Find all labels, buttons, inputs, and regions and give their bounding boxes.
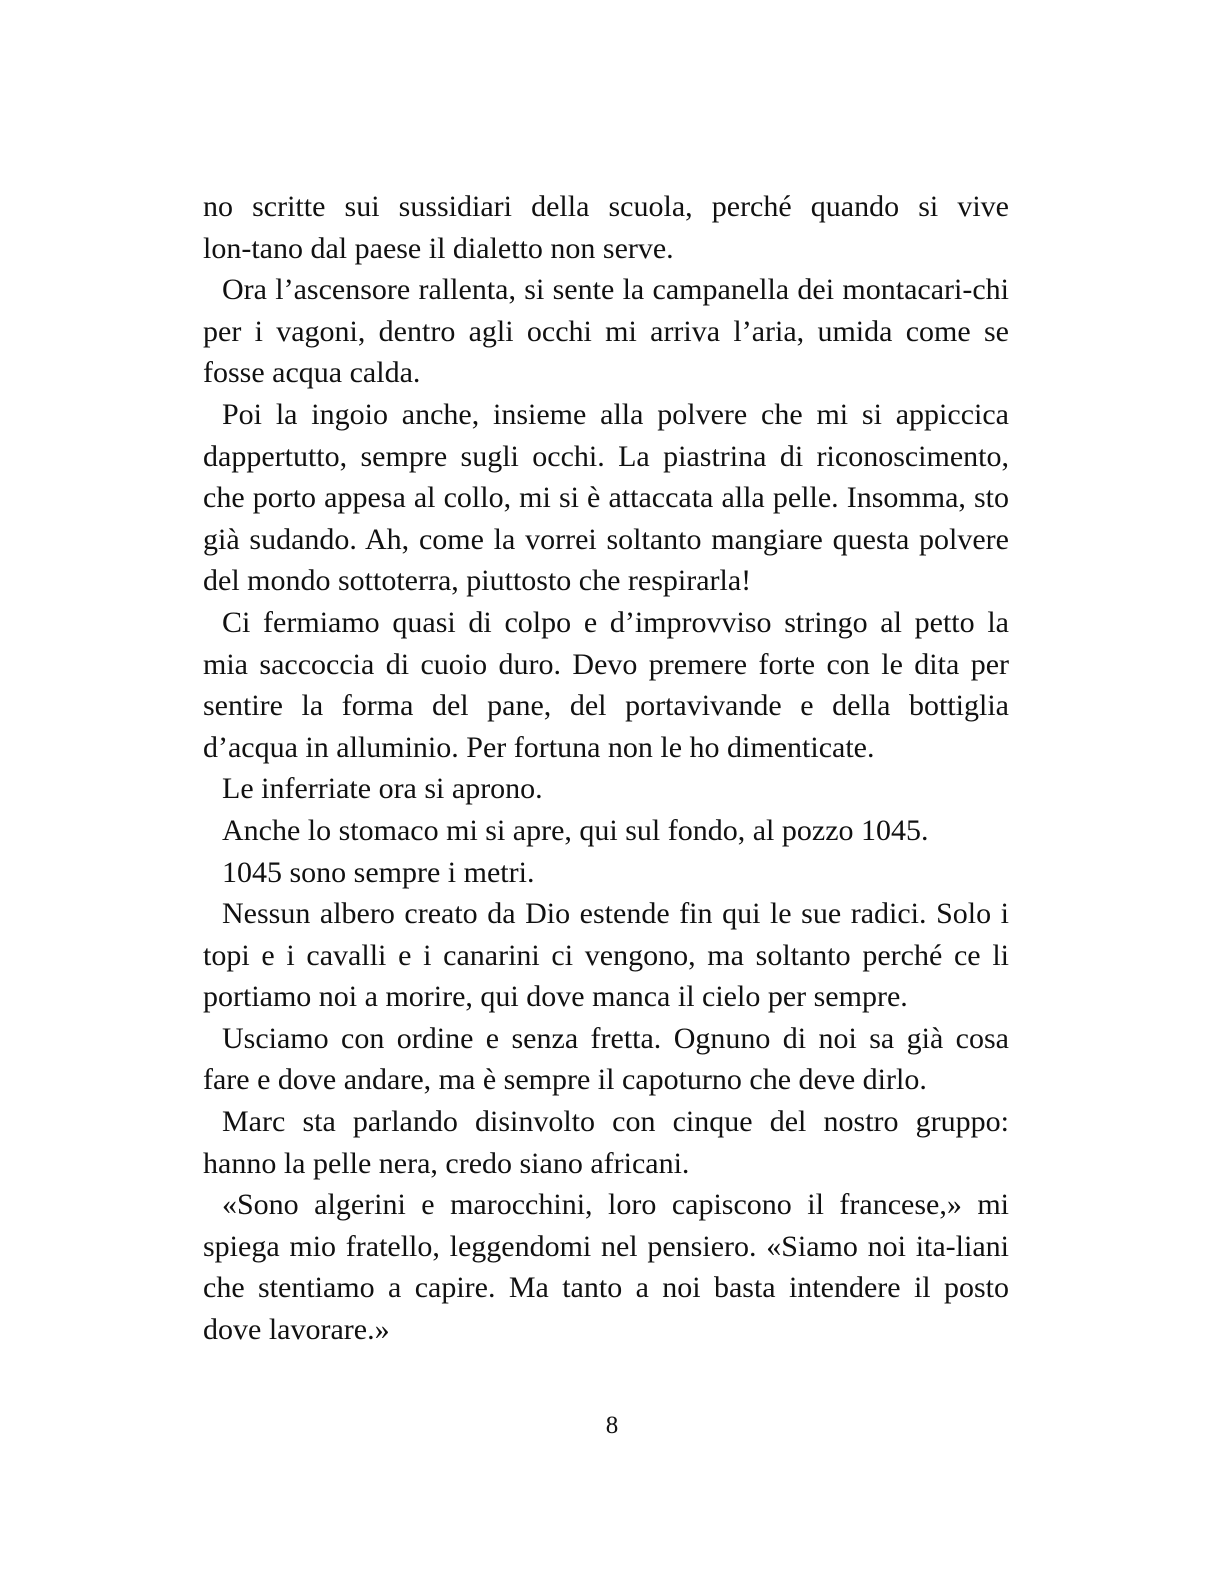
paragraph-9: Usciamo con ordine e senza fretta. Ognuno di noi sa già cosa fare e dove andare, ma è sempre il capoturno che deve dirlo. [203,1021,1009,1097]
paragraph-1: no scritte sui sussidiari della scuola, perché quando si vive lon-tano dal paese il dialetto non serve. [203,190,1009,265]
page-body [203,186,1009,1351]
paragraph-11: «Sono algerini e marocchini, loro capiscono il francese,» mi spiega mio fratello, leggendomi nel pensiero. «Siamo noi ita-liani che stentiamo a capire. Ma tanto a noi basta intendere il posto dove lavorare.» [203,1188,1009,1347]
paragraph-8: Nessun albero creato da Dio estende fin qui le sue radici. Solo i topi e i cavalli e i canarini ci vengono, ma soltanto perché ce li portiamo noi a morire, qui dove manca il cielo per sempre. [203,897,1009,1014]
paragraph-2: Ora l’ascensore rallenta, si sente la campanella dei montacari-chi per i vagoni, dentro agli occhi mi arriva l’aria, umida come se fosse acqua calda. [203,273,1009,390]
page-number: 8 [605,1412,619,1439]
paragraph-10: Marc sta parlando disinvolto con cinque del nostro gruppo: hanno la pelle nera, credo siano africani. [203,1105,1009,1180]
paragraph-7: 1045 sono sempre i metri. [222,855,535,889]
paragraph-6: Anche lo stomaco mi si apre, qui sul fondo, al pozzo 1045. [222,813,929,847]
paragraph-4: Ci fermiamo quasi di colpo e d’improvviso stringo al petto la mia saccoccia di cuoio duro. Devo premere forte con le dita per sentire la forma del pane, del portavivande e della bottiglia d’acqua in alluminio. Per fortuna non le ho dimenticate. [203,605,1009,764]
paragraph-3: Poi la ingoio anche, insieme alla polvere che mi si appiccica dappertutto, sempre sugli occhi. La piastrina di riconoscimento, che porto appesa al collo, mi si è attaccata alla pelle. Insomma, sto già sudando. Ah, come la vorrei soltanto mangiare questa polvere del mondo sottoterra, piuttosto che respirarla! [203,397,1009,598]
paragraph-5: Le inferriate ora si aprono. [222,772,543,806]
